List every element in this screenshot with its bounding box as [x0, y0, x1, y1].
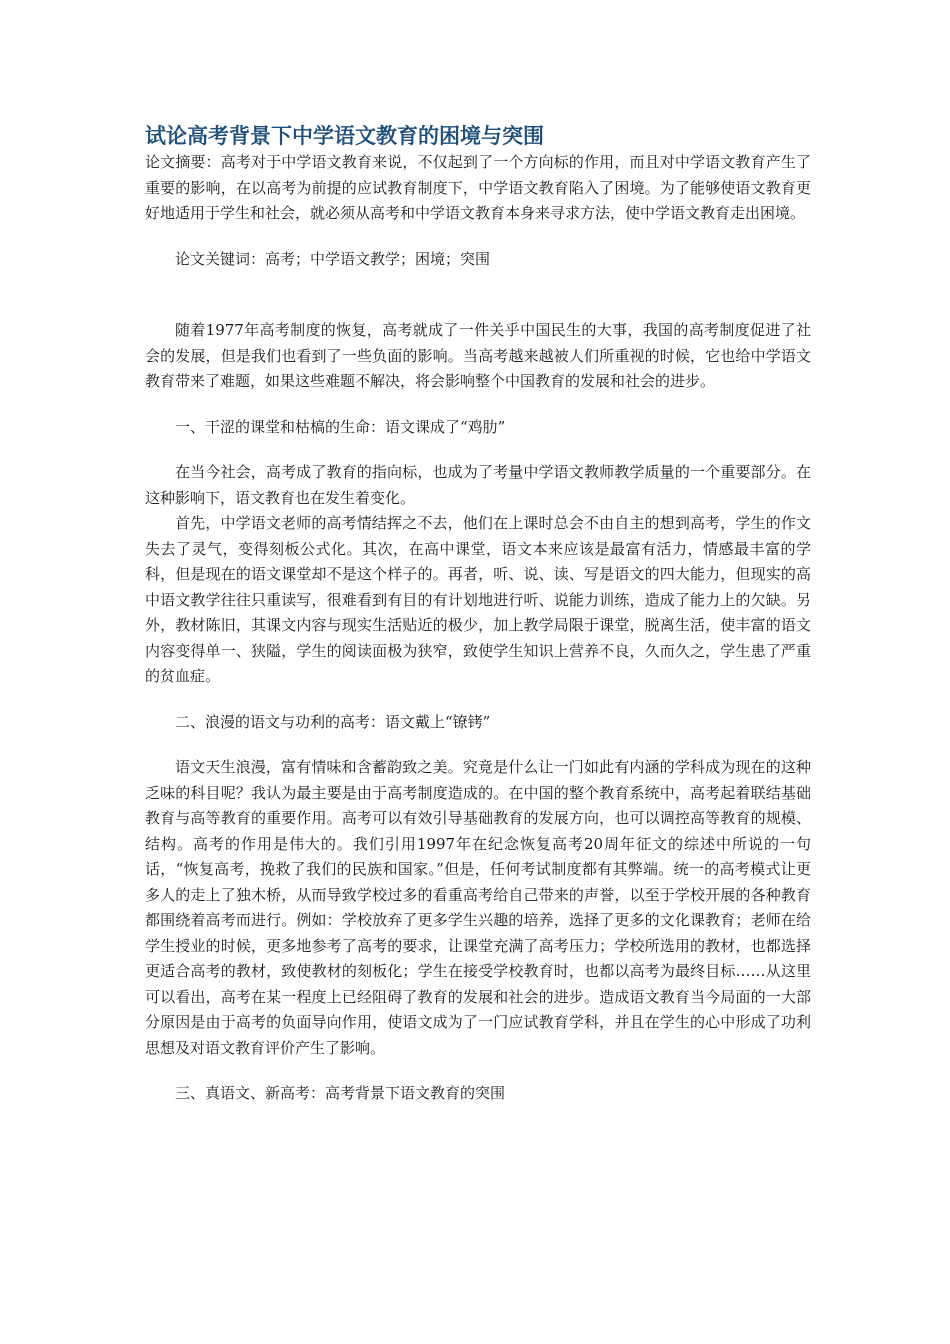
section1-paragraph-1: 在当今社会，高考成了教育的指向标，也成为了考量中学语文教师教学质量的一个重要部分。在这种影响下，语文教育也在发生着变化。 [145, 463, 811, 507]
section1-paragraph-2: 首先，中学语文老师的高考情结挥之不去，他们在上课时总会不由自主的想到高考，学生的作文失去了灵气，变得刻板公式化。其次，在高中课堂，语文本来应该是最富有活力，情感最丰富的学科，但是现在的语文课堂却不是这个样子的。再者，听、说、读、写是语文的四大能力，但现实的高中语文教学往往只重读写，很难看到有目的有计划地进行听、说能力训练，造成了能力上的欠缺。另外，教材陈旧，其课文内容与现实生活贴近的极少，加上教学局限于课堂，脱离生活，使丰富的语文内容变得单一、狭隘，学生的阅读面极为狭窄，致使学生知识上营养不良，久而久之，学生患了严重的贫血症。 [145, 514, 811, 685]
section-heading-2: 二、浪漫的语文与功利的高考：语文戴上“镣铐” [175, 712, 491, 731]
spacer [145, 1061, 811, 1081]
spacer [145, 272, 811, 318]
intro-paragraph: 随着1977年高考制度的恢复，高考就成了一件关乎中国民生的大事，我国的高考制度促进了社会的发展，但是我们也看到了一些负面的影响。当高考越来越被人们所重视的时候，它也给中学语文教育带来了难题，如果这些难题不解决，将会影响整个中国教育的发展和社会的进步。 [145, 321, 811, 390]
section-heading-1: 一、干涩的课堂和枯槁的生命：语文课成了“鸡肋” [175, 417, 506, 436]
keywords-paragraph: 论文关键词：高考；中学语文教学；困境；突围 [175, 249, 491, 268]
spacer [145, 227, 811, 247]
abstract-paragraph: 论文摘要：高考对于中学语文教育来说，不仅起到了一个方向标的作用，而且对中学语文教育产生了重要的影响，在以高考为前提的应试教育制度下，中学语文教育陷入了困境。为了能够使语文教育更好地适用于学生和社会，就必须从高考和中学语文教育本身来寻求方法，使中学语文教育走出困境。 [145, 153, 811, 222]
spacer [145, 440, 811, 460]
spacer [145, 690, 811, 710]
section2-paragraph-1: 语文天生浪漫，富有情味和含蓄韵致之美。究竟是什么让一门如此有内涵的学科成为现在的这种乏味的科目呢？我认为最主要是由于高考制度造成的。在中国的整个教育系统中，高考起着联结基础教育与高等教育的重要作用。高考可以有效引导基础教育的发展方向，也可以调控高等教育的规模、结构。高考的作用是伟大的。我们引用1997年在纪念恢复高考20周年征文的综述中所说的一句话，“恢复高考，挽救了我们的民族和国家。”但是，任何考试制度都有其弊端。统一的高考模式让更多人的走上了独木桥，从而导致学校过多的看重高考给自己带来的声誉，以至于学校开展的各种教育都围绕着高考而进行。例如：学校放弃了更多学生兴趣的培养，选择了更多的文化课教育；老师在给学生授业的时候，更多地参考了高考的要求，让课堂充满了高考压力；学校所选用的教材，也都选择更适合高考的教材，致使教材的刻板化；学生在接受学校教育时，也都以高考为最终目标……从这里可以看出，高考在某一程度上已经阻碍了教育的发展和社会的进步。造成语文教育当今局面的一大部分原因是由于高考的负面导向作用，使语文成为了一门应试教育学科，并且在学生的心中形成了功利思想及对语文教育评价产生了影响。 [145, 758, 811, 1057]
document-body [145, 122, 811, 1107]
spacer [145, 395, 811, 415]
page-title: 试论高考背景下中学语文教育的困境与突围 [145, 124, 544, 148]
spacer [145, 735, 811, 755]
section-heading-3: 三、真语文、新高考：高考背景下语文教育的突围 [175, 1084, 506, 1102]
